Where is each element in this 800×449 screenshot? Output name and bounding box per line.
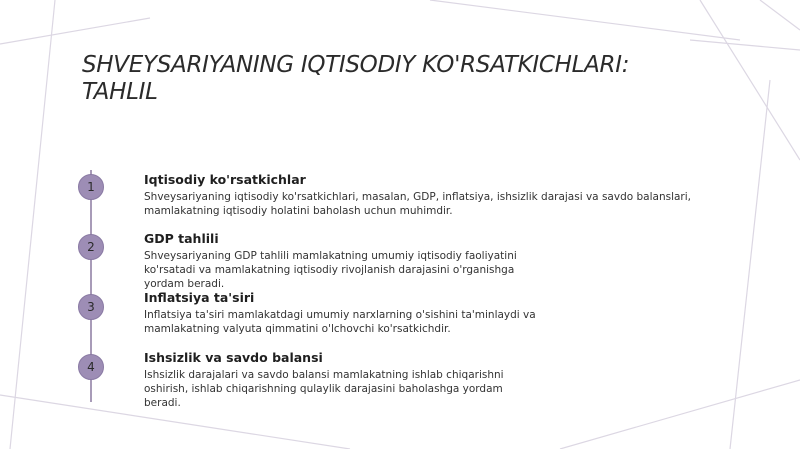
step-4-heading: Ishsizlik va savdo balansi [144,350,323,365]
step-3 [144,290,559,336]
step-3-body: Inflatsiya ta'siri mamlakatdagi umumiy narxlarning o'sishini ta'minlaydi va mamlakatning valyuta qimmatini o'lchovchi ko'rsatkichdir. [144,309,536,335]
step-1 [144,172,714,218]
step-2-body: Shveysariyaning GDP tahlili mamlakatning umumiy iqtisodiy faoliyatini ko'rsatadi va mamlakatning iqtisodiy rivojlanish darajasini o'rganishga yordam beradi. [144,250,517,290]
step-4-number: 4 [78,354,104,380]
step-4 [144,350,524,410]
step-4-body: Ishsizlik darajalari va savdo balansi mamlakatning ishlab chiqarishni oshirish, ishlab chiqarishning qulaylik darajasini baholashga yordam beradi. [144,369,504,409]
step-2 [144,231,554,291]
slide-title: SHVEYSARIYANING IQTISODIY KO'RSATKICHLARI: TAHLIL [82,52,630,105]
step-3-heading: Inflatsiya ta'siri [144,290,255,305]
step-1-body: Shveysariyaning iqtisodiy ko'rsatkichlari, masalan, GDP, inflatsiya, ishsizlik darajasi va savdo balanslari, mamlakatning iqtisodiy holatini baholash uchun muhimdir. [144,191,691,217]
step-1-heading: Iqtisodiy ko'rsatkichlar [144,172,306,187]
step-2-number: 2 [78,234,104,260]
step-2-heading: GDP tahlili [144,231,219,246]
step-3-number: 3 [78,294,104,320]
step-1-number: 1 [78,174,104,200]
